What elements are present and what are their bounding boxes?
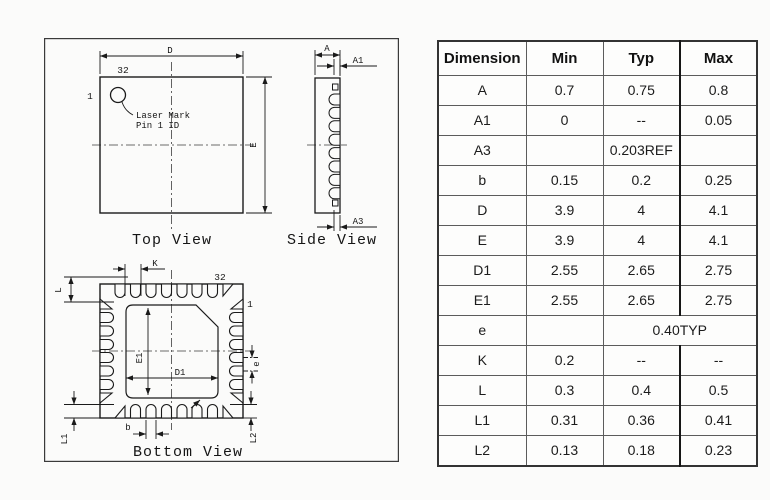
top-view-pin1-label: 1 (87, 91, 93, 102)
terminal-scallop (329, 188, 340, 199)
dim-label-L2: L2 (249, 432, 259, 444)
terminal-scallop (329, 174, 340, 185)
table-row (438, 285, 757, 315)
terminal-scallop (329, 121, 340, 132)
cell-typ: 0.40TYP (603, 315, 757, 345)
cell-min: 0.15 (526, 165, 603, 195)
cell-min: 0.2 (526, 345, 603, 375)
table-row (438, 195, 757, 225)
cell-typ: 0.4 (603, 375, 680, 405)
pad (230, 313, 244, 323)
laser-mark-note-line2: Pin 1 ID (136, 121, 180, 131)
header-min: Min (526, 41, 603, 76)
top-view-title: Top View (131, 232, 213, 249)
bottom-view-title: Bottom View (132, 444, 244, 461)
cell-min: 0.7 (526, 76, 603, 106)
pad (230, 326, 244, 336)
cell-max: 0.41 (680, 405, 757, 435)
table-row (438, 345, 757, 375)
laser-mark-note-line1: Laser Mark (136, 111, 191, 121)
pad (100, 326, 114, 336)
pad (146, 284, 156, 298)
pad (177, 405, 187, 419)
pad-corner (115, 406, 125, 418)
table-row (438, 315, 757, 345)
cell-min: 0 (526, 105, 603, 135)
bottom-view-pin32-label: 32 (214, 272, 226, 283)
terminal-notch-top (333, 84, 339, 90)
table-row (438, 225, 757, 255)
pad (192, 284, 202, 298)
bottom-view (54, 259, 262, 461)
cell-max: 2.75 (680, 255, 757, 285)
cell-dimension: L2 (438, 435, 526, 466)
pad-corner (100, 393, 112, 403)
table-row (438, 76, 757, 106)
cell-max: -- (680, 345, 757, 375)
cell-dimension: L1 (438, 405, 526, 435)
cell-typ: 2.65 (603, 255, 680, 285)
cell-max: 0.23 (680, 435, 757, 466)
pad-corner (223, 284, 233, 296)
cell-max (680, 135, 757, 165)
side-view (287, 44, 377, 249)
dim-b (133, 420, 169, 439)
pad (100, 340, 114, 350)
pad (146, 405, 156, 419)
pad (162, 284, 172, 298)
cell-dimension: D1 (438, 255, 526, 285)
cell-typ: 0.18 (603, 435, 680, 466)
cell-min: 3.9 (526, 195, 603, 225)
pad (208, 284, 218, 298)
table-row (438, 435, 757, 466)
side-view-title: Side View (286, 232, 378, 249)
dim-label-D1: D1 (174, 368, 186, 378)
cell-max: 2.75 (680, 285, 757, 315)
pad (131, 284, 141, 298)
terminal-scallop (329, 148, 340, 159)
dim-label-D: D (167, 46, 173, 56)
pad-corner (231, 393, 243, 403)
pad (162, 405, 172, 419)
pad-corner-pin1 (231, 299, 243, 309)
top-view (87, 46, 272, 249)
pad (100, 353, 114, 363)
terminal-scallop (329, 94, 340, 105)
table-row (438, 165, 757, 195)
pad-corner (223, 406, 233, 418)
bottom-view-pin1-label: 1 (247, 299, 253, 310)
pad (100, 380, 114, 390)
cell-dimension: A1 (438, 105, 526, 135)
cell-min: 2.55 (526, 285, 603, 315)
cell-min (526, 135, 603, 165)
cell-dimension: b (438, 165, 526, 195)
dim-label-K: K (152, 259, 158, 269)
cell-min: 0.13 (526, 435, 603, 466)
cell-min: 0.31 (526, 405, 603, 435)
cell-dimension: A (438, 76, 526, 106)
pad (230, 366, 244, 376)
cell-dimension: K (438, 345, 526, 375)
cell-typ: 0.75 (603, 76, 680, 106)
pad (131, 405, 141, 419)
top-view-package-outline (100, 77, 243, 213)
cell-max: 0.8 (680, 76, 757, 106)
cell-dimension: E1 (438, 285, 526, 315)
table-row (438, 135, 757, 165)
cell-typ: 2.65 (603, 285, 680, 315)
dim-label-b: b (125, 423, 131, 433)
header-typ: Typ (603, 41, 680, 76)
dim-label-L1: L1 (60, 433, 70, 445)
cell-typ: 4 (603, 195, 680, 225)
pad (208, 405, 218, 419)
cell-typ: 0.36 (603, 405, 680, 435)
dim-label-A3: A3 (352, 217, 364, 227)
cell-dimension: D (438, 195, 526, 225)
terminal-notch-bottom (333, 200, 339, 206)
cell-typ: -- (603, 105, 680, 135)
cell-dimension: E (438, 225, 526, 255)
cell-typ: 0.2 (603, 165, 680, 195)
cell-dimension: e (438, 315, 526, 345)
dim-A1 (317, 59, 377, 76)
pad (230, 340, 244, 350)
terminal-scallop (329, 134, 340, 145)
exposed-pad (126, 305, 218, 398)
cell-max: 0.25 (680, 165, 757, 195)
drawing-panel (44, 38, 399, 462)
top-view-pin32-label: 32 (117, 65, 129, 76)
dim-label-A: A (324, 44, 330, 54)
dim-label-E1: E1 (135, 352, 145, 364)
pad (100, 366, 114, 376)
pad (230, 380, 244, 390)
pad (177, 284, 187, 298)
pad (115, 284, 125, 298)
cell-typ: 4 (603, 225, 680, 255)
pad (100, 313, 114, 323)
header-max: Max (680, 41, 757, 76)
cell-typ: -- (603, 345, 680, 375)
terminal-scallop (329, 107, 340, 118)
dim-label-E: E (249, 142, 259, 148)
cell-max: 0.5 (680, 375, 757, 405)
pad-corner (100, 299, 112, 309)
header-dimension: Dimension (438, 41, 526, 76)
dim-label-A1: A1 (352, 56, 364, 66)
cell-min: 2.55 (526, 255, 603, 285)
table-header-row (438, 41, 757, 76)
cell-min (526, 315, 603, 345)
terminal-scallop (329, 161, 340, 172)
table-row (438, 105, 757, 135)
dimension-table (437, 40, 758, 467)
cell-min: 0.3 (526, 375, 603, 405)
dim-label-e: e (252, 361, 262, 367)
table-row (438, 255, 757, 285)
cell-max: 4.1 (680, 195, 757, 225)
table-row (438, 375, 757, 405)
cell-min: 3.9 (526, 225, 603, 255)
cell-max: 4.1 (680, 225, 757, 255)
dimension-table-body (438, 76, 757, 467)
dim-label-L: L (54, 287, 64, 293)
cell-dimension: A3 (438, 135, 526, 165)
pad (192, 405, 202, 419)
cell-typ: 0.203REF (603, 135, 680, 165)
table-row (438, 405, 757, 435)
cell-max: 0.05 (680, 105, 757, 135)
pad (230, 353, 244, 363)
cell-dimension: L (438, 375, 526, 405)
package-drawing-svg (44, 38, 399, 462)
